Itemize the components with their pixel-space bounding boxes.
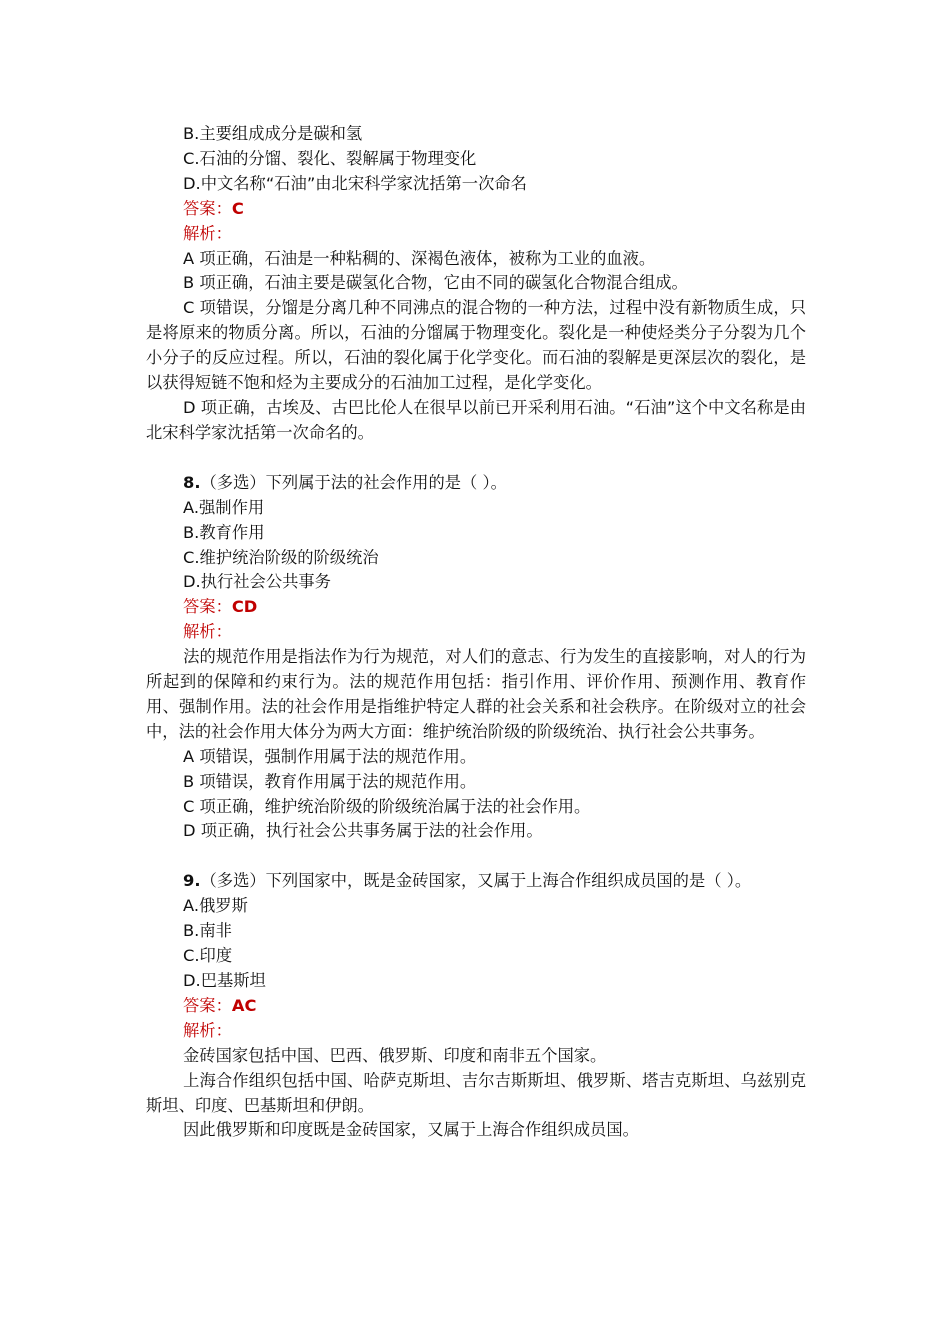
q9-analysis-sco: 上海合作组织包括中国、哈萨克斯坦、吉尔吉斯斯坦、俄罗斯、塔吉克斯坦、乌兹别克斯坦、印度、巴基斯坦和伊朗。 <box>146 1070 806 1115</box>
q9-number: 9. <box>183 871 201 891</box>
q7-analysis-d: D 项正确，古埃及、古巴比伦人在很早以前已开采利用石油。“石油”这个中文名称是由北宋科学家沈括第一次命名的。 <box>146 397 806 442</box>
q9-answer-value: AC <box>231 995 257 1015</box>
q9-option-c: C.印度 <box>183 946 233 966</box>
q8-answer-label: 答案： <box>183 597 232 617</box>
q9-analysis-label: 解析： <box>183 1020 232 1040</box>
q9-option-a: A.俄罗斯 <box>183 896 248 916</box>
q8-option-c: C.维护统治阶级的阶级统治 <box>183 547 379 567</box>
q9-question <box>146 869 806 894</box>
q8-question <box>146 471 806 496</box>
q7-analysis-c: C 项错误，分馏是分离几种不同沸点的混合物的一种方法，过程中没有新物质生成，只是将原来的物质分离。所以，石油的分馏属于物理变化。裂化是一种使烃类分子分裂为几个小分子的反应过程。所以，石油的裂化属于化学变化。而石油的裂解是更深层次的裂化，是以获得短链不饱和烃为主要成分的石油加工过程，是化学变化。 <box>146 298 806 393</box>
q8-analysis-d: D 项正确，执行社会公共事务属于法的社会作用。 <box>183 821 543 841</box>
q9-option-d: D.巴基斯坦 <box>183 971 266 990</box>
q8-option-b: B.教育作用 <box>183 522 265 542</box>
q8-question-text: （多选）下列属于法的社会作用的是（ ）。 <box>200 472 507 492</box>
q8-option-a: A.强制作用 <box>183 497 265 517</box>
q7-option-d: D.中文名称“石油”由北宋科学家沈括第一次命名 <box>183 173 527 193</box>
q7-analysis-label: 解析： <box>183 223 232 243</box>
q7-analysis-a: A 项正确，石油是一种粘稠的、深褐色液体，被称为工业的血液。 <box>183 248 656 268</box>
q9-analysis-brics: 金砖国家包括中国、巴西、俄罗斯、印度和南非五个国家。 <box>183 1045 607 1065</box>
q9-answer-label: 答案： <box>183 995 232 1015</box>
q9-question-text: （多选）下列国家中，既是金砖国家，又属于上海合作组织成员国的是（ ）。 <box>200 871 752 891</box>
q8-analysis-a: A 项错误，强制作用属于法的规范作用。 <box>183 746 477 766</box>
q8-answer-value: CD <box>231 597 258 617</box>
q7-analysis-b: B 项正确，石油主要是碳氢化合物，它由不同的碳氢化合物混合组成。 <box>183 273 688 293</box>
q7-option-c: C.石油的分馏、裂化、裂解属于物理变化 <box>183 148 477 168</box>
q9-answer <box>146 994 806 1019</box>
q9-option-b: B.南非 <box>183 921 232 941</box>
q7-answer-label: 答案： <box>183 198 232 218</box>
q8-number: 8. <box>183 472 201 492</box>
q8-analysis-label: 解析： <box>183 622 232 642</box>
document-page <box>146 122 806 1143</box>
q8-option-d: D.执行社会公共事务 <box>183 572 331 592</box>
q8-analysis-b: B 项错误，教育作用属于法的规范作用。 <box>183 771 477 791</box>
q7-answer-value: C <box>231 198 244 218</box>
q8-answer <box>146 595 806 620</box>
q8-analysis-c: C 项正确，维护统治阶级的阶级统治属于法的社会作用。 <box>183 796 591 816</box>
q7-answer <box>146 197 806 222</box>
q8-analysis-intro: 法的规范作用是指法作为行为规范，对人们的意志、行为发生的直接影响，对人的行为所起到的保障和约束行为。法的规范作用包括：指引作用、评价作用、预测作用、教育作用、强制作用。法的社会作用是指维护特定人群的社会关系和社会秩序。在阶级对立的社会中，法的社会作用大体分为两大方面：维护统治阶级的阶级统治、执行社会公共事务。 <box>146 647 806 741</box>
q9-analysis-conclusion: 因此俄罗斯和印度既是金砖国家，又属于上海合作组织成员国。 <box>183 1120 639 1140</box>
q7-option-b: B.主要组成成分是碳和氢 <box>183 124 363 143</box>
